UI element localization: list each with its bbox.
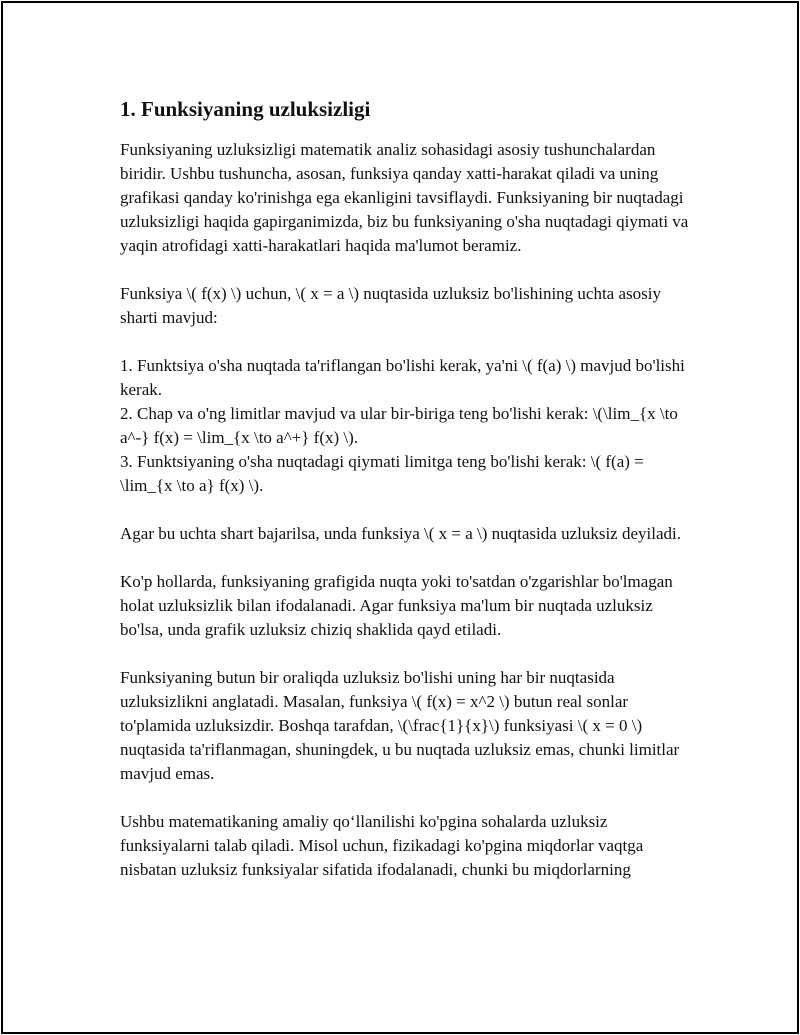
paragraph-intro: Funksiyaning uzluksizligi matematik analiz sohasidagi asosiy tushunchalardan biridir. Ushbu tushuncha, asosan, funksiya qanday xatti-harakat qiladi va uning grafikasi qanday ko'rinishga ega ekanligini tavsiflaydi. Funksiyaning bir nuqtadagi uzluksizligi haqida gapirganimizda, biz bu funksiyaning o'sha nuqtadagi qiymati va yaqin atrofidagi xatti-harakatlari haqida ma'lumot beramiz. — [120, 140, 689, 255]
paragraph-graph: Ko'p hollarda, funksiyaning grafigida nuqta yoki to'satdan o'zgarishlar bo'lmagan holat uzluksizlik bilan ifodalanadi. Agar funksiya ma'lum bir nuqtada uzluksiz bo'lsa, unda grafik uzluksiz chiziq shaklida qayd etiladi. — [120, 572, 673, 639]
paragraph-applications: Ushbu matematikaning amaliy qo‘llanilishi ko'pgina sohalarda uzluksiz funksiyalarni talab qiladi. Misol uchun, fizikadagi ko'pgina miqdorlar vaqtga nisbatan uzluksiz funksiyalar sifatida ifodalanadi, chunki bu miqdorlarning — [120, 812, 644, 879]
paragraph-interval: Funksiyaning butun bir oraliqda uzluksiz bo'lishi uning har bir nuqtasida uzluksizlikni anglatadi. Masalan, funksiya \( f(x) = x^2 \) butun real sonlar to'plamida uzluksizdir. Boshqa tarafdan, \(\frac{1}{x}\) funksiyasi \( x = 0 \) nuqtasida ta'riflanmagan, shuningdek, u bu nuqtada uzluksiz emas, chunki limitlar mavjud emas. — [120, 668, 680, 783]
section-heading: 1. Funksiyaning uzluksizligi — [120, 97, 371, 121]
paragraph-conditions-list: 1. Funktsiya o'sha nuqtada ta'riflangan bo'lishi kerak, ya'ni \( f(a) \) mavjud bo'lishi kerak. 2. Chap va o'ng limitlar mavjud va ular bir-biriga teng bo'lishi kerak: \(\lim_{x \to a^-} f(x) = \lim_{x \to a^+} f(x) \). 3. Funktsiyaning o'sha nuqtadagi qiymati limitga teng bo'lishi kerak: \( f(a) = \lim_{x \to a} f(x) \). — [120, 356, 685, 495]
paragraph-conclusion: Agar bu uchta shart bajarilsa, unda funksiya \( x = a \) nuqtasida uzluksiz deyiladi. — [120, 524, 681, 543]
document-body — [120, 95, 700, 906]
paragraph-conditions-intro: Funksiya \( f(x) \) uchun, \( x = a \) nuqtasida uzluksiz bo'lishining uchta asosiy sharti mavjud: — [120, 284, 661, 327]
page-frame — [1, 1, 799, 1034]
